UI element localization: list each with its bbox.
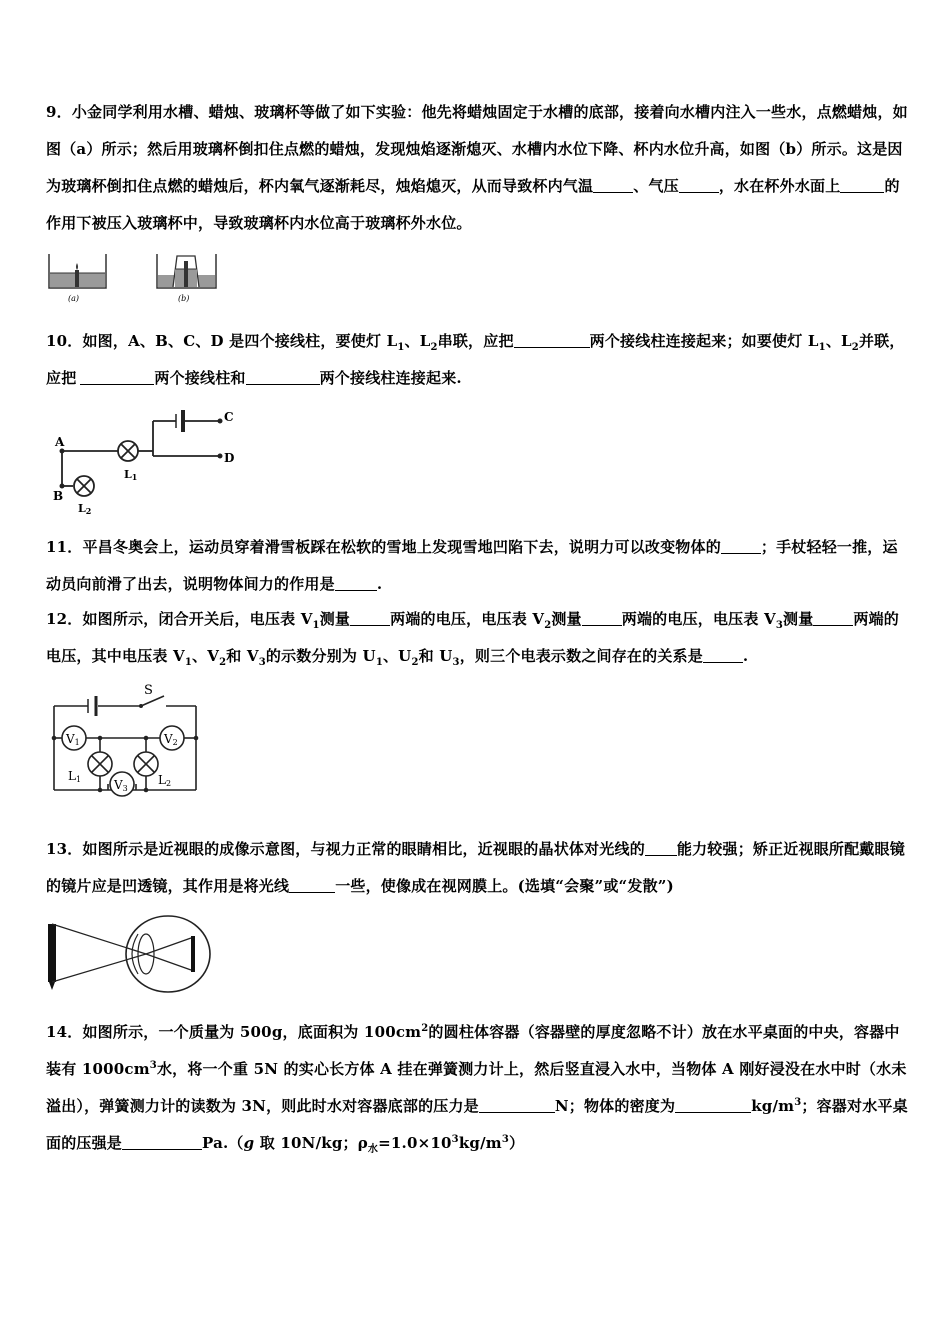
lamp-l1-label: L1 [68, 769, 82, 784]
answer-blank[interactable] [679, 176, 719, 193]
answer-blank[interactable] [593, 176, 633, 193]
question-14 [46, 1014, 912, 1162]
answer-blank[interactable] [80, 368, 154, 385]
circuit-figure-q10 [46, 404, 236, 518]
question-10 [46, 323, 912, 397]
answer-blank[interactable] [721, 537, 761, 554]
question-12-text: 12．如图所示，闭合开关后，电压表 $V_1$测量 两端的电压，电压表 $V_2$测量 两端的电压，电压表 $V_3$测量 两端的电压，其中电压表 $V_1$、$V_2$和 $V_3$的示数分别为 $U_1$、$U_2$和 $U_3$，则三个电表示数之间存在的关系是 . [46, 610, 900, 668]
answer-blank[interactable] [289, 876, 335, 893]
switch-pivot [139, 704, 143, 708]
terminal-b [60, 484, 65, 489]
question-9-text: 9．小金同学利用水槽、蜡烛、玻璃杯等做了如下实验：他先将蜡烛固定于水槽的底部，接着向水槽内注入一些水，点燃蜡烛，如图（a）所示；然后用玻璃杯倒扣住点燃的蜡烛，发现烛焰逐渐熄灭、水槽内水位下降、杯内水位升高，如图（b）所示。这是因为玻璃杯倒扣住点燃的蜡烛后，杯内氧气逐渐耗尽，烛焰熄灭，从而导致杯内气温 、气压 ，水在杯外水面上 的作用下被压入玻璃杯中，导致玻璃杯内水位高于玻璃杯外水位。 [46, 103, 908, 232]
answer-blank[interactable] [813, 609, 853, 626]
question-12 [46, 601, 912, 675]
question-13-text: 13．如图所示是近视眼的成像示意图，与视力正常的眼睛相比，近视眼的晶状体对光线的 能力较强；矫正近视眼所配戴眼镜的镜片应是凹透镜，其作用是将光线 一些，使像成在视网膜上。(选填“会聚”或“发散”) [46, 840, 905, 895]
label-a: A [55, 435, 65, 449]
label-l1: L1 [124, 468, 138, 482]
terminal-c [218, 419, 223, 424]
label-c: C [224, 410, 234, 424]
answer-blank[interactable] [246, 368, 320, 385]
candle-experiment-figure [46, 250, 226, 306]
answer-blank[interactable] [335, 574, 377, 591]
circuit-figure-q12 [46, 680, 206, 800]
question-11 [46, 529, 912, 603]
question-14-text: 14．如图所示，一个质量为 500g，底面积为 $100cm^2$的圆柱体容器（容器壁的厚度忽略不计）放在水平桌面的中央，容器中装有 $1000cm^3$水，将一个重 5N 的实心长方体 A 挂在弹簧测力计上，然后竖直浸入水中，当物体 A 刚好浸没在水中时（水未溢出），弹簧测力计的读数为 3N，则此时水对容器底部的压力是 N；物体的密度为 $kg/m^3$；容器对水平桌面的压强是 Pa.（g 取 10N/kg；$\rho_水=1.0\times 10^3kg/m^3$） [46, 1023, 908, 1155]
lamp-l2-label: L2 [158, 773, 172, 788]
answer-blank[interactable] [479, 1096, 555, 1113]
figure-a-caption: (a) [68, 294, 80, 303]
answer-blank[interactable] [122, 1133, 202, 1150]
image-bar [191, 936, 195, 972]
label-d: D [224, 451, 235, 465]
answer-blank[interactable] [350, 609, 390, 626]
question-9 [46, 94, 912, 242]
question-10-text: 10．如图，A、B、C、D 是四个接线柱，要使灯 $L_1$、$L_2$串联，应把 两个接线柱连接起来；如要使灯 $L_1$、$L_2$并联，应把 两个接线柱和 两个接线柱连接起来. [46, 332, 905, 387]
myopia-eye-figure [46, 912, 216, 998]
label-l2: L2 [78, 502, 92, 516]
terminal-a [60, 449, 65, 454]
question-13 [46, 831, 912, 905]
answer-blank[interactable] [645, 839, 677, 856]
answer-blank[interactable] [675, 1096, 751, 1113]
voltmeter-v2: V2 [164, 732, 178, 747]
terminal-d [218, 454, 223, 459]
figure-b-caption: (b) [178, 294, 190, 303]
voltmeter-v3: V3 [114, 778, 128, 793]
answer-blank[interactable] [840, 176, 884, 193]
answer-blank[interactable] [514, 331, 590, 348]
answer-blank[interactable] [703, 646, 743, 663]
voltmeter-v1: V1 [66, 732, 80, 747]
object-bar [48, 924, 56, 982]
label-b: B [53, 489, 64, 503]
switch-label: S [144, 683, 153, 698]
answer-blank[interactable] [582, 609, 622, 626]
question-11-text: 11．平昌冬奥会上，运动员穿着滑雪板踩在松软的雪地上发现雪地凹陷下去，说明力可以改变物体的 ；手杖轻轻一推，运动员向前滑了出去，说明物体间力的作用是 . [46, 538, 898, 593]
